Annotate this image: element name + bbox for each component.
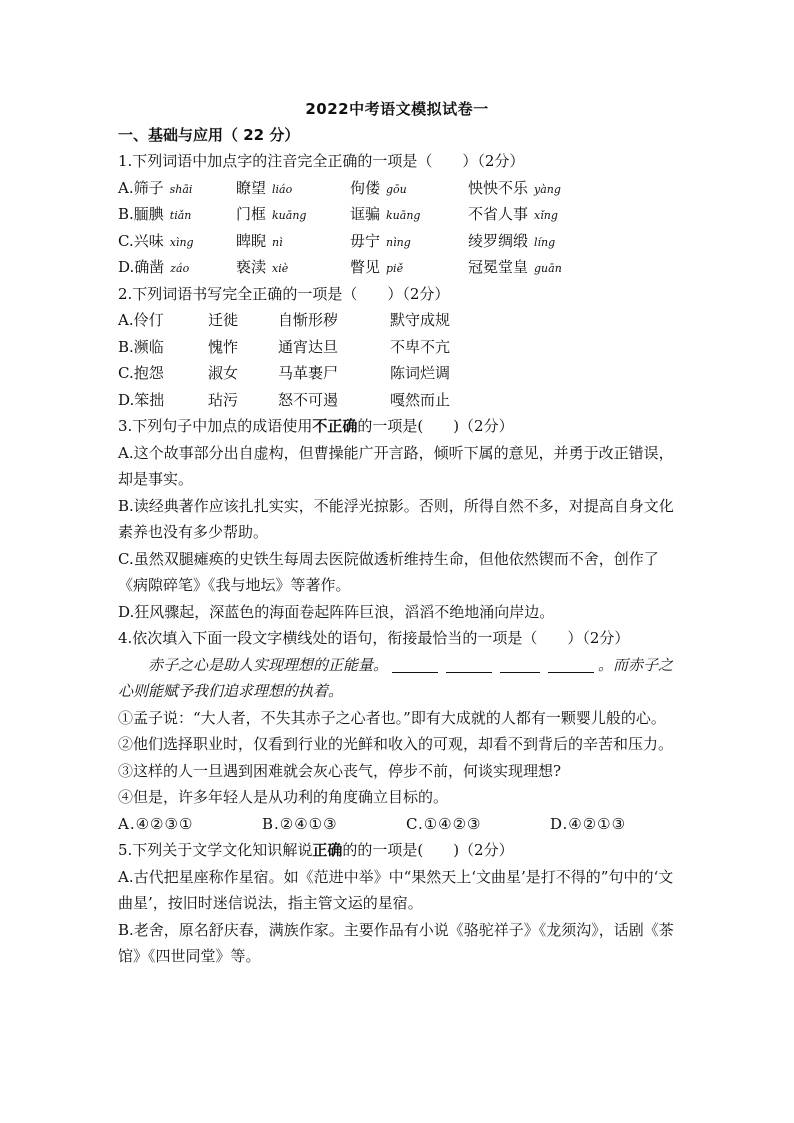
q1-term — [468, 228, 555, 257]
q2-term: 马革裹尸 — [278, 364, 339, 382]
q5-stem — [118, 837, 678, 864]
q1-term — [468, 175, 561, 204]
q1-term-word: 门框 — [236, 205, 267, 223]
q1-term — [350, 228, 411, 257]
q4-answer-a: A.④②③① — [118, 814, 194, 833]
q3-stem — [118, 413, 678, 440]
q2-term: 淑女 — [208, 364, 239, 382]
q1-term — [350, 201, 420, 230]
q4-passage-post: 。而赤子之心则能赋予我们追求理想的执着。 — [118, 655, 674, 700]
q3-option-a: A.这个故事部分出自虚构，但曹操能广开言路，倾听下属的意见，并勇于改正错误，却是事实。 — [118, 443, 674, 488]
q1-term-pinyin: gōu — [386, 182, 407, 196]
q1-term — [118, 201, 191, 230]
q1-term — [468, 201, 558, 230]
q2-option-a — [118, 307, 678, 334]
q5-option-a: A.古代把星座称作星宿。如《范进中举》中“果然天上‘文曲星’是打不得的”句中的‘文曲星’，按旧时迷信说法，指主管文运的星宿。 — [118, 867, 674, 912]
q1-term — [118, 175, 192, 204]
q4-blank-4 — [548, 658, 594, 673]
q1-term-pinyin: záo — [170, 262, 190, 275]
q4-blank-1 — [392, 658, 438, 673]
q1-term-word: 毋宁 — [350, 231, 381, 250]
q2-stem: 2.下列词语书写完全正确的一项是（ ）（2分） — [118, 284, 450, 303]
section-heading: 一、基础与应用（ 22 分） — [118, 126, 300, 144]
q1-term — [236, 228, 283, 257]
q2-term: 迁徙 — [208, 311, 239, 329]
q1-term-word: 瞥见 — [350, 258, 381, 276]
q1-term-word: 瞭望 — [236, 178, 267, 197]
q1-term-pinyin: nìng — [386, 235, 411, 249]
q3-option-d: D.狂风骤起，深蓝色的海面卷起阵阵巨浪，滔滔不绝地涌向岸边。 — [118, 602, 555, 621]
q1-term-pinyin: kuāng — [272, 209, 307, 222]
q4-answer-d: D.④②①③ — [550, 814, 627, 833]
q4-item-4: ④但是，许多年轻人是从功利的角度确立目标的。 — [118, 788, 449, 806]
q1-term-pinyin: xìng — [169, 235, 194, 249]
q2-option-d — [118, 387, 678, 414]
q1-term-pinyin: piě — [386, 262, 404, 275]
q4-item-1: ①孟子说：“大人者，不失其赤子之心者也。”即有大成就的人都有一颗婴儿般的心。 — [118, 708, 666, 727]
q1-option-c — [118, 228, 678, 255]
q2-term: 玷污 — [208, 390, 239, 409]
q1-term — [350, 254, 403, 283]
q2-term: 默守成规 — [390, 311, 451, 329]
exam-title: 2022中考语文模拟试卷一 — [305, 100, 489, 118]
q4-blank-2 — [446, 658, 492, 673]
q2-term: D.笨拙 — [118, 390, 165, 409]
q2-term: 怒不可遏 — [278, 390, 339, 409]
q1-term — [118, 228, 194, 257]
q1-term-pinyin: liáo — [272, 182, 293, 196]
q1-term-pinyin: tiǎn — [169, 209, 192, 222]
q1-term-pinyin: guān — [534, 262, 562, 275]
q3-option-b: B.读经典著作应该扎扎实实，不能浮光掠影。否则，所得自然不多，对提高自身文化素养也没有多少帮助。 — [118, 496, 674, 541]
q5-stem-bold: 正确 — [312, 841, 343, 859]
q3-stem-bold: 不正确 — [312, 417, 358, 435]
q4-passage-pre: 赤子之心是助人实现理想的正能量。 — [148, 655, 389, 674]
q4-answer-b: B.②④①③ — [262, 814, 338, 833]
q1-term-word: 睥睨 — [236, 231, 267, 250]
q1-term — [236, 201, 306, 230]
q1-term-word: 佝偻 — [350, 178, 381, 197]
q1-term-pinyin: líng — [534, 235, 556, 249]
q1-term — [468, 254, 562, 283]
q5-option-b: B.老舍，原名舒庆春，满族作家。主要作品有小说《骆驼祥子》《龙须沟》，话剧《茶馆》《四世同堂》等。 — [118, 920, 674, 965]
q2-term: B.濒临 — [118, 337, 164, 356]
q2-term: 陈词烂调 — [390, 364, 451, 382]
q3-stem-pre: 3.下列句子中加点的成语使用 — [118, 417, 313, 435]
q1-term — [350, 175, 407, 204]
q1-term — [236, 254, 288, 283]
q1-term-pinyin: kuāng — [386, 209, 421, 222]
exam-content — [118, 148, 678, 970]
q1-term-word: B.腼腆 — [118, 205, 164, 223]
q2-option-c — [118, 360, 678, 387]
q2-option-b — [118, 334, 678, 361]
q1-option-d — [118, 254, 678, 281]
q1-term-word: 亵渎 — [236, 258, 267, 276]
q1-term — [236, 175, 292, 204]
q3-stem-post: 的一项是( )（2分） — [357, 417, 514, 435]
q4-stem: 4.依次填入下面一段文字横线处的语句，衔接最恰当的一项是（ ）（2分） — [118, 629, 630, 647]
q1-term-word: 不省人事 — [468, 205, 529, 223]
q2-term: 嘎然而止 — [390, 390, 451, 409]
q2-term: C.抱怨 — [118, 364, 164, 382]
q4-item-2: ②他们选择职业时，仅看到行业的光鲜和收入的可观，却看不到背后的辛苦和压力。 — [118, 735, 674, 753]
q4-blank-3 — [500, 658, 540, 673]
q2-term: 自惭形秽 — [278, 311, 339, 329]
q2-term: 通宵达旦 — [278, 337, 339, 356]
q1-stem: 1.下列词语中加点字的注音完全正确的一项是（ ）（2分） — [118, 152, 525, 170]
q1-term-pinyin: xǐng — [534, 209, 558, 222]
q1-term-pinyin: shāi — [169, 182, 193, 196]
q4-answers — [118, 811, 678, 838]
q4-passage — [118, 652, 678, 705]
q1-term-word: C.兴味 — [118, 231, 164, 250]
q2-term: 不卑不亢 — [390, 337, 451, 356]
q3-option-c: C.虽然双腿瘫痪的史铁生每周去医院做透析维持生命，但他依然锲而不舍，创作了《病隙碎笔》《我与地坛》等著作。 — [118, 549, 659, 594]
q1-term-word: 冠冕堂皇 — [468, 258, 529, 276]
q2-term: A.伶仃 — [118, 311, 164, 329]
q1-term — [118, 254, 189, 283]
q1-term-pinyin: yàng — [534, 182, 561, 196]
q5-stem-post: 的的一项是( )（2分） — [342, 841, 514, 859]
q5-stem-pre: 5.下列关于文学文化知识解说 — [118, 841, 313, 859]
q1-option-a — [118, 175, 678, 202]
q2-term: 愧怍 — [208, 337, 239, 356]
q1-term-pinyin: nì — [272, 235, 283, 249]
q1-term-word: 怏怏不乐 — [468, 178, 529, 197]
q1-term-word: D.确凿 — [118, 258, 165, 276]
q4-answer-c: C.①④②③ — [406, 814, 482, 833]
q1-options — [118, 175, 678, 281]
q1-term-word: 绫罗绸缎 — [468, 231, 529, 250]
q4-item-3: ③这样的人一旦遇到困难就会灰心丧气，停步不前，何谈实现理想? — [118, 761, 562, 780]
q2-options — [118, 307, 678, 413]
q1-term-word: 诓骗 — [350, 205, 381, 223]
q1-term-word: A.筛子 — [118, 178, 164, 197]
q1-option-b — [118, 201, 678, 228]
q1-term-pinyin: xiè — [272, 262, 289, 275]
